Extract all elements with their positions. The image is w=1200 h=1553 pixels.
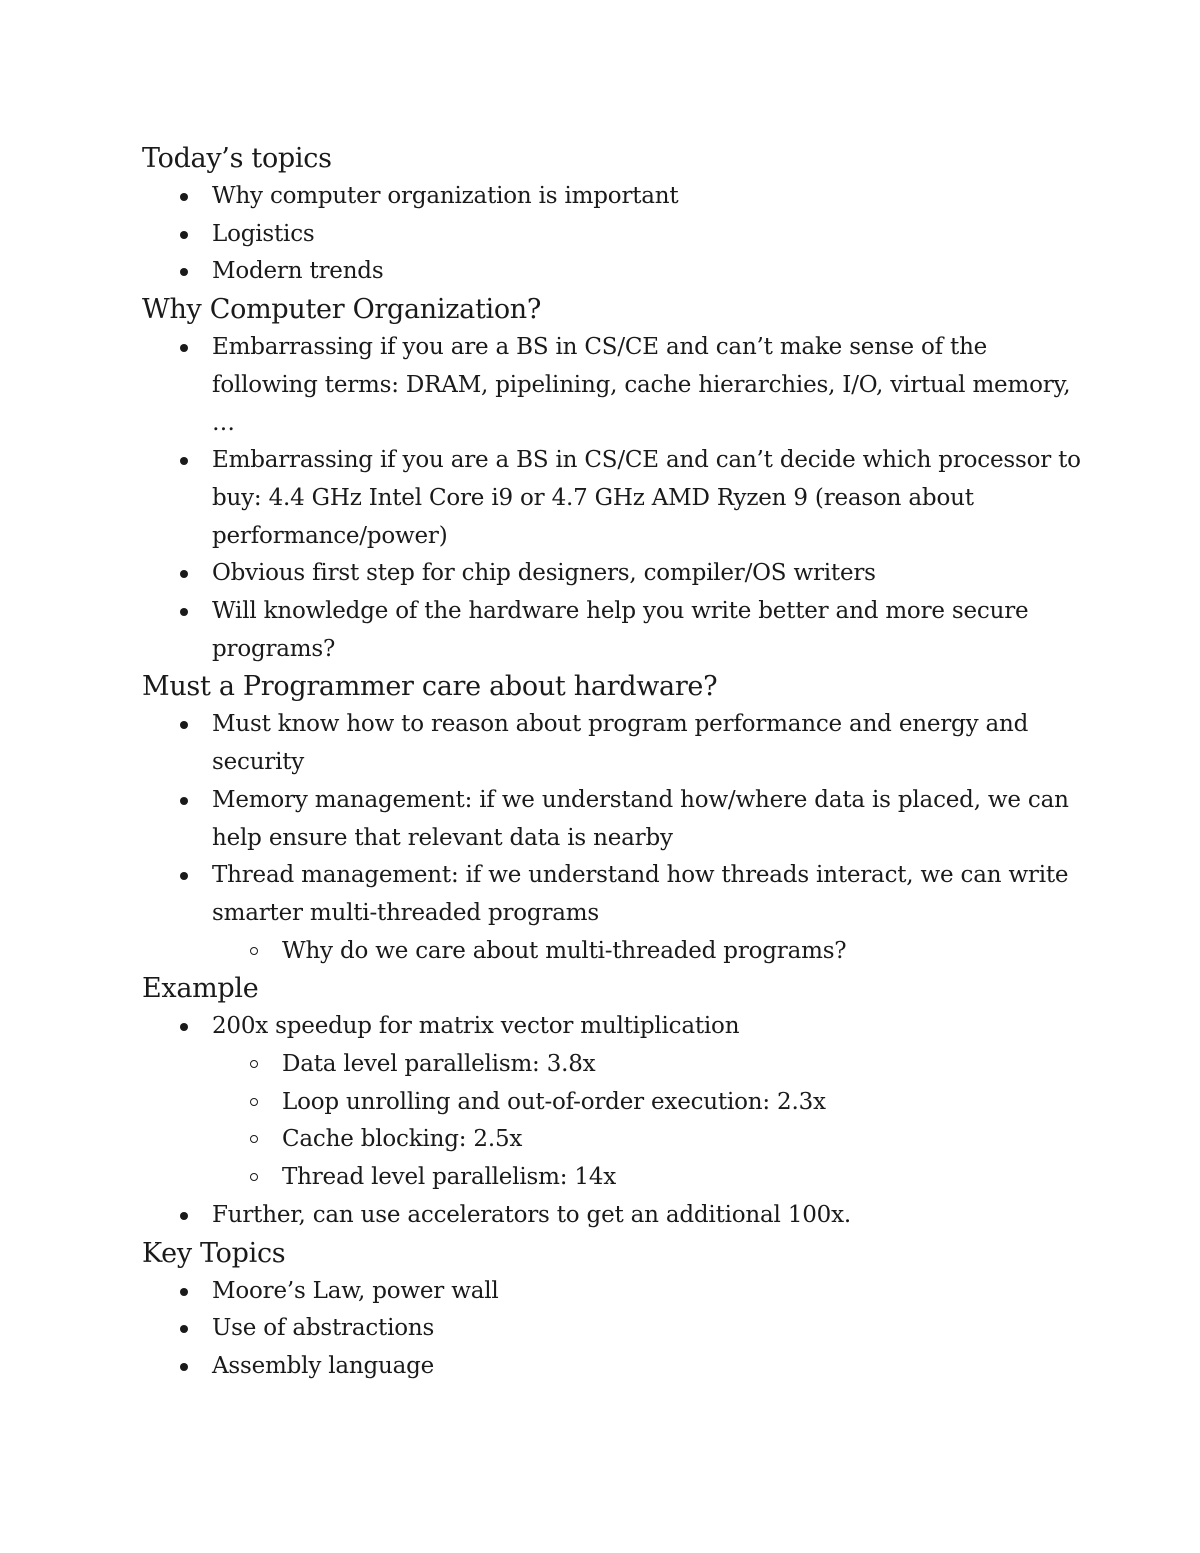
list-item-text: Obvious first step for chip designers, compiler/OS writers — [212, 560, 876, 587]
list-item — [212, 782, 1082, 857]
section-heading: Must a Programmer care about hardware? — [142, 671, 718, 703]
bullet-list — [142, 1273, 1082, 1386]
list-item-text: Use of abstractions — [212, 1315, 435, 1342]
list-item-text: 200x speedup for matrix vector multiplication — [212, 1013, 740, 1040]
list-item-text: Thread management: if we understand how threads interact, we can write smarter multi-threaded programs — [212, 862, 1069, 926]
list-item — [212, 1273, 1082, 1311]
list-item — [212, 1348, 1082, 1386]
list-item-text: Must know how to reason about program performance and energy and security — [212, 711, 1029, 776]
bullet-icon — [180, 1288, 188, 1296]
sub-list-item-text: Cache blocking: 2.5x — [282, 1126, 523, 1153]
bullet-icon — [180, 872, 188, 880]
hollow-bullet-icon — [250, 1135, 258, 1143]
list-item-text: Logistics — [212, 220, 315, 247]
sub-list-item-text: Why do we care about multi-threaded programs? — [282, 937, 847, 964]
bullet-icon — [180, 1023, 188, 1031]
list-item — [212, 857, 1082, 970]
document-page — [142, 140, 1082, 1386]
list-item — [212, 1008, 1082, 1197]
list-item — [212, 706, 1082, 781]
list-item-text: Embarrassing if you are a BS in CS/CE and can’t decide which processor to buy: 4.4 GHz Intel Core i9 or 4.7 GHz AMD Ryzen 9 (reason about performance/power) — [212, 447, 1081, 549]
list-item-text: Why computer organization is important — [212, 183, 679, 209]
sub-list-item-text: Data level parallelism: 3.8x — [282, 1051, 596, 1078]
sub-list-item-text: Thread level parallelism: 14x — [282, 1164, 617, 1191]
bullet-icon — [180, 268, 188, 276]
list-item — [212, 1310, 1082, 1348]
list-item-text: Further, can use accelerators to get an additional 100x. — [212, 1201, 851, 1228]
section-heading: Why Computer Organization? — [142, 294, 542, 326]
bullet-icon — [180, 608, 188, 616]
bullet-icon — [180, 457, 188, 465]
sub-list-item — [282, 1121, 1082, 1159]
section-heading: Example — [142, 973, 259, 1005]
sub-list-item-text: Loop unrolling and out-of-order execution: 2.3x — [282, 1088, 826, 1115]
bullet-icon — [180, 797, 188, 805]
bullet-icon — [180, 1212, 188, 1220]
hollow-bullet-icon — [250, 1060, 258, 1068]
sub-bullet-list — [212, 933, 1082, 971]
list-item — [212, 555, 1082, 593]
bullet-icon — [180, 570, 188, 578]
list-item-text: Moore’s Law, power wall — [212, 1277, 499, 1304]
list-item — [212, 1197, 1082, 1235]
list-item — [212, 329, 1082, 442]
bullet-icon — [180, 721, 188, 729]
list-item — [212, 442, 1082, 555]
bullet-list — [142, 706, 1082, 970]
list-item-text: Will knowledge of the hardware help you write better and more secure programs? — [212, 598, 1029, 662]
sub-bullet-list — [212, 1046, 1082, 1197]
list-item-text: Memory management: if we understand how/where data is placed, we can help ensure that relevant data is nearby — [212, 786, 1069, 851]
hollow-bullet-icon — [250, 1098, 258, 1106]
bullet-icon — [180, 1325, 188, 1333]
list-item — [212, 216, 1082, 254]
sub-list-item — [282, 933, 1082, 971]
bullet-icon — [180, 1363, 188, 1371]
list-item-text: Embarrassing if you are a BS in CS/CE and can’t make sense of the following terms: DRAM, pipelining, cache hierarchies, I/O, virtual memory, … — [212, 334, 1071, 436]
bullet-icon — [180, 193, 188, 201]
list-item — [212, 253, 1082, 291]
section-heading: Key Topics — [142, 1237, 286, 1269]
list-item — [212, 178, 1082, 216]
bullet-list — [142, 329, 1082, 668]
sub-list-item — [282, 1084, 1082, 1122]
list-item-text: Assembly language — [212, 1352, 435, 1379]
sub-list-item — [282, 1046, 1082, 1084]
hollow-bullet-icon — [250, 947, 258, 955]
section-heading: Today’s topics — [142, 143, 332, 174]
bullet-icon — [180, 344, 188, 352]
sub-list-item — [282, 1159, 1082, 1197]
bullet-icon — [180, 231, 188, 239]
hollow-bullet-icon — [250, 1173, 258, 1181]
list-item — [212, 593, 1082, 668]
bullet-list — [142, 178, 1082, 291]
list-item-text: Modern trends — [212, 258, 384, 285]
bullet-list — [142, 1008, 1082, 1234]
